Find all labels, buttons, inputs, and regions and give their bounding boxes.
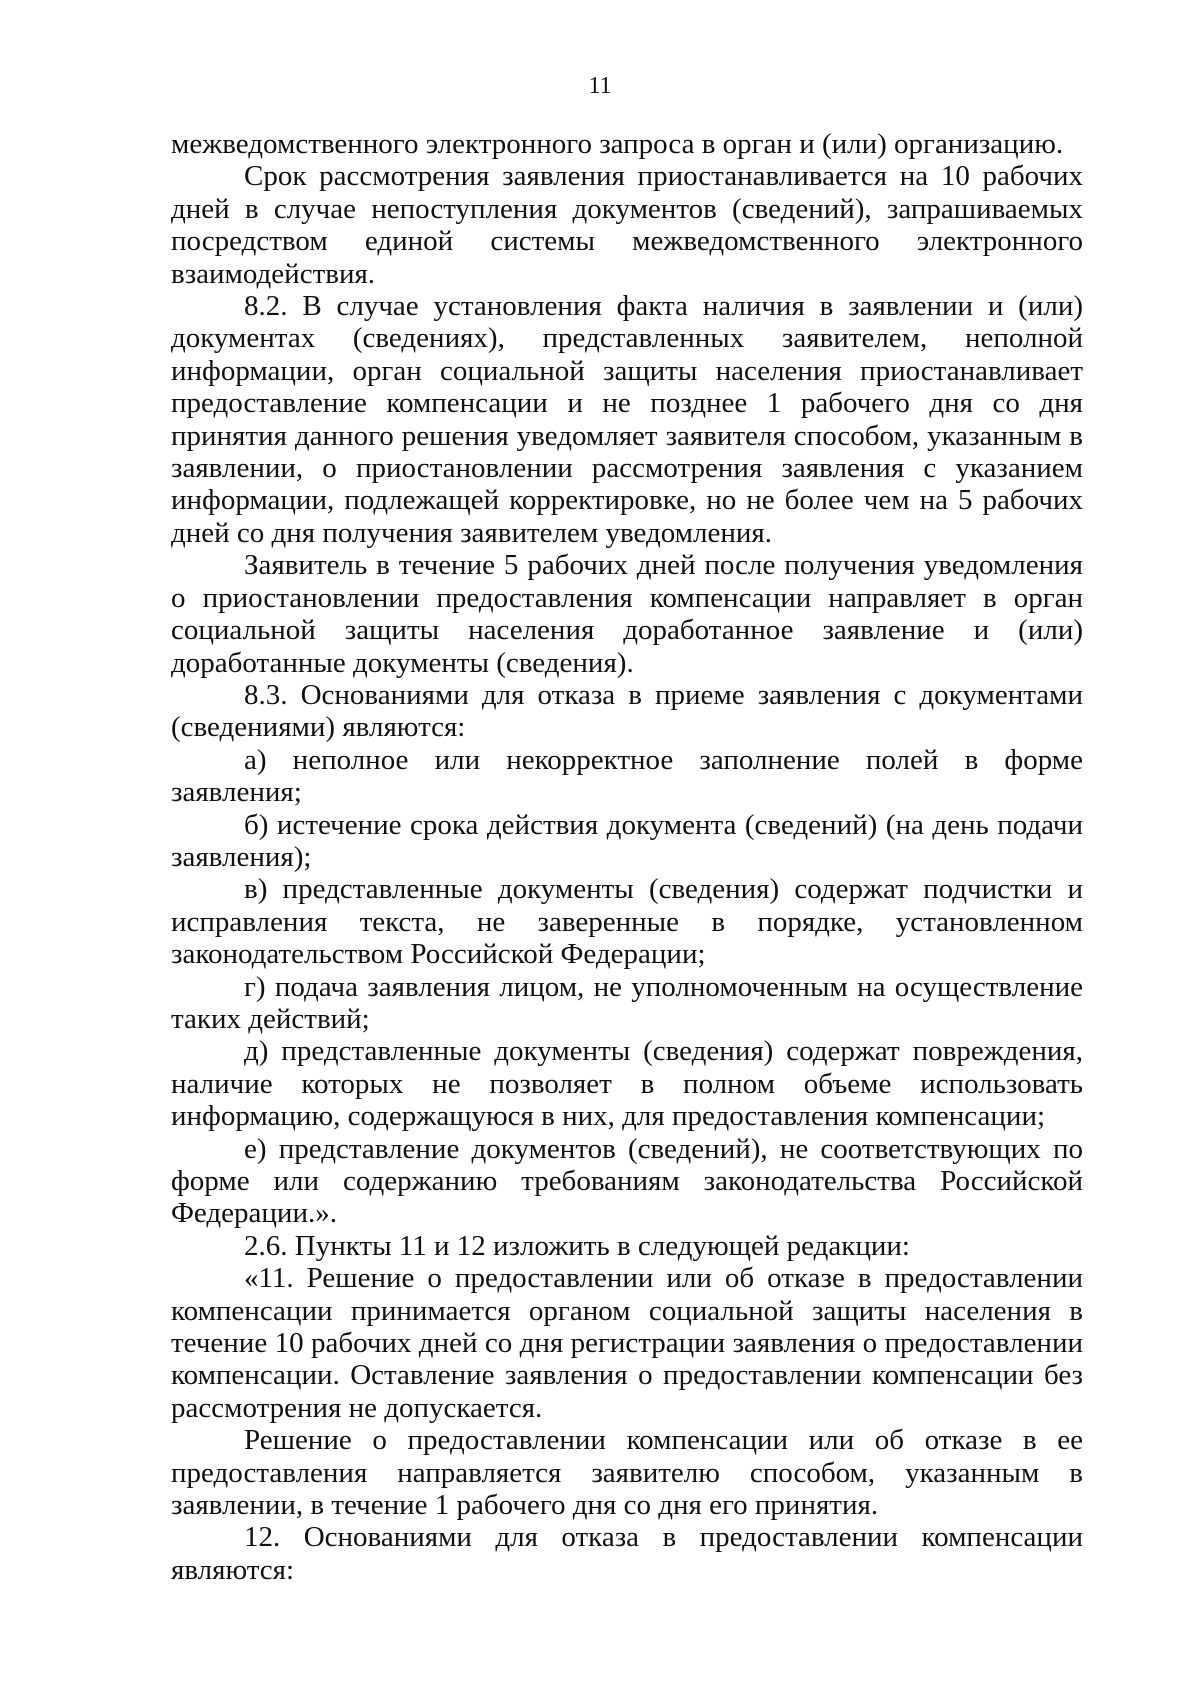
list-item-b: б) истечение срока действия документа (сведений) (на день подачи заявления); (171, 808, 1083, 873)
paragraph-12: 12. Основаниями для отказа в предоставлении компенсации являются: (171, 1521, 1083, 1586)
paragraph-11: «11. Решение о предоставлении или об отказе в предоставлении компенсации принимается органом социальной защиты населения в течение 10 рабочих дней со дня регистрации заявления о предоставлении компенсации. Оставление заявления о предоставлении компенсации без рассмотрения не допускается. (171, 1262, 1083, 1424)
paragraph-8-3: 8.3. Основаниями для отказа в приеме заявления с документами (сведениями) являются: (171, 678, 1083, 744)
paragraph-8-2: 8.2. В случае установления факта наличия в заявлении и (или) документах (сведениях), представленных заявителем, неполной информации, орган социальной защиты населения приостанавливает предоставление компенсации и не позднее 1 рабочего дня со дня принятия данного решения уведомляет заявителя способом, указанным в заявлении, о приостановлении рассмотрения заявления с указанием информации, подлежащей корректировке, но не более чем на 5 рабочих дней со дня получения заявителем уведомления. (171, 290, 1083, 549)
list-item-v: в) представленные документы (сведения) содержат подчистки и исправления текста, не заверенные в порядке, установленном законодательством Российской Федерации; (171, 873, 1083, 971)
list-item-a: а) неполное или некорректное заполнение полей в форме заявления; (171, 743, 1083, 809)
document-body (171, 128, 1083, 1586)
list-item-d: д) представленные документы (сведения) содержат повреждения, наличие которых не позволяет в полном объеме использовать информацию, содержащуюся в них, для предоставления компенсации; (171, 1035, 1083, 1133)
paragraph-applicant-revision: Заявитель в течение 5 рабочих дней после получения уведомления о приостановлении предоставления компенсации направляет в орган социальной защиты населения доработанное заявление и (или) доработанные документы (сведения). (171, 549, 1083, 679)
list-item-e: е) представление документов (сведений), не соответствующих по форме или содержанию требованиям законодательства Российской Федерации.». (171, 1132, 1083, 1230)
list-item-g: г) подача заявления лицом, не уполномоченным на осуществление таких действий; (171, 970, 1083, 1035)
paragraph-suspension-term: Срок рассмотрения заявления приостанавливается на 10 рабочих дней в случае непоступления документов (сведений), запрашиваемых посредством единой системы межведомственного электронного взаимодействия. (171, 160, 1083, 290)
paragraph-decision-notice: Решение о предоставлении компенсации или об отказе в ее предоставления направляется заявителю способом, указанным в заявлении, в течение 1 рабочего дня со дня его принятия. (171, 1424, 1083, 1522)
page-number: 11 (588, 73, 612, 99)
paragraph-2-6: 2.6. Пункты 11 и 12 изложить в следующей редакции: (244, 1229, 910, 1262)
paragraph-continuation: межведомственного электронного запроса в орган и (или) организацию. (171, 128, 1064, 160)
